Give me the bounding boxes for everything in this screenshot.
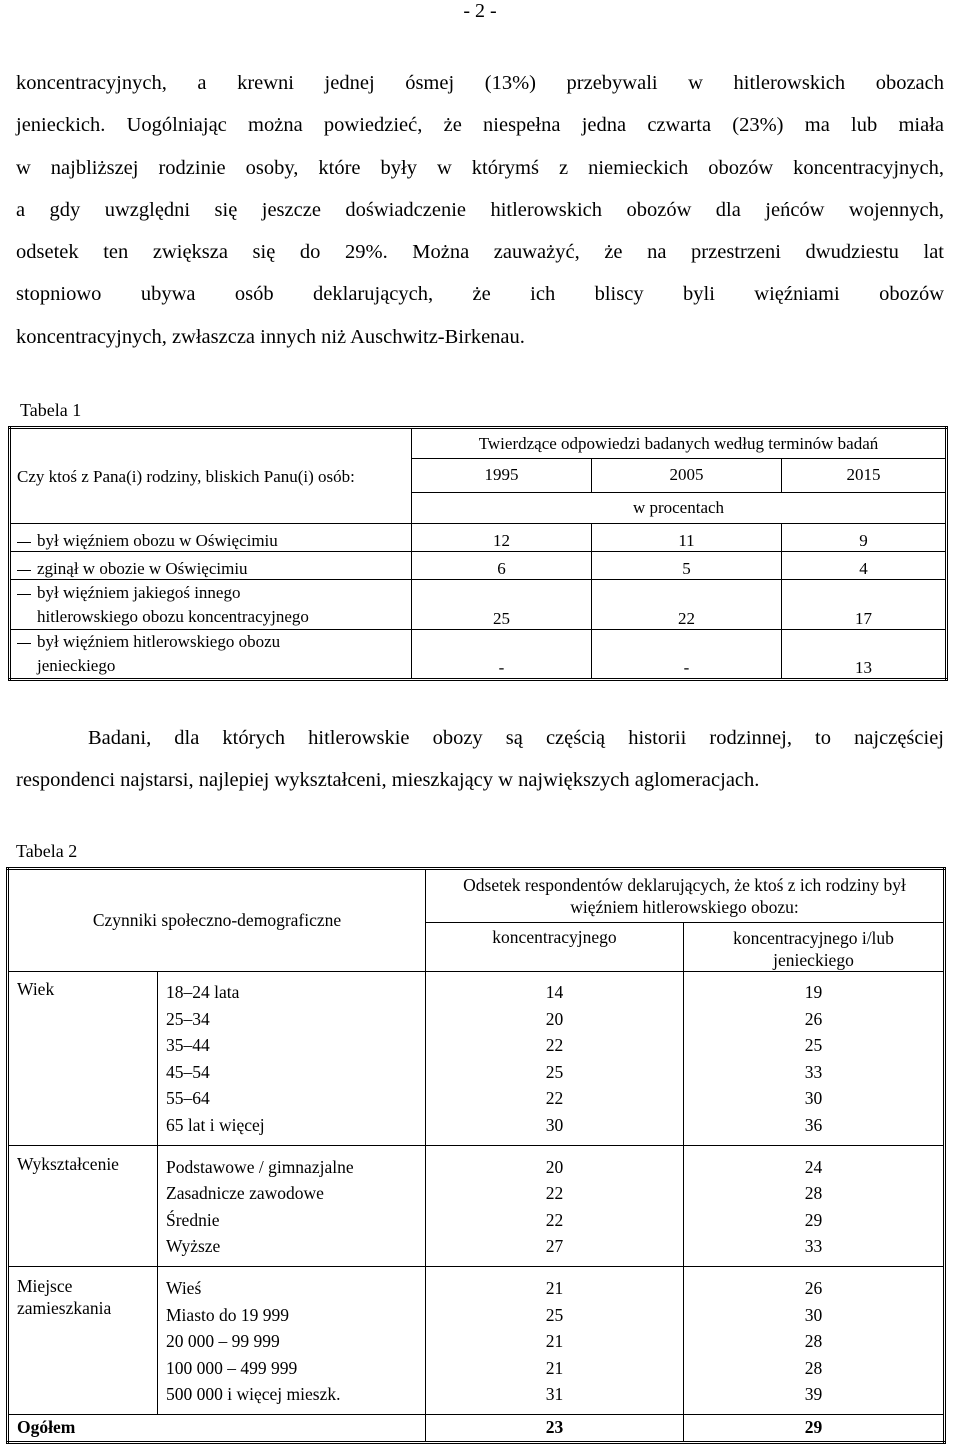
cell: 6 <box>412 552 592 580</box>
text-line: koncentracyjnych, zwłaszcza innych niż Auschwitz-Birkenau. <box>16 325 525 348</box>
cell: 22 <box>592 580 782 630</box>
col-header-concentration: koncentracyjnego <box>426 923 684 972</box>
cell: - <box>412 630 592 680</box>
cell: 17 <box>782 580 947 630</box>
table-row <box>8 1266 945 1414</box>
table1-caption: Tabela 1 <box>20 400 82 420</box>
summary-paragraph <box>16 717 944 801</box>
table1-question: Czy ktoś z Pana(i) rodziny, bliskich Panu(i) osób: <box>10 428 412 524</box>
group-label: Wiek <box>8 972 158 1146</box>
cell: 9 <box>782 524 947 552</box>
table-row <box>8 1145 945 1266</box>
row-label: zginął w obozie w Oświęcimiu <box>10 552 412 580</box>
year-header: 1995 <box>412 459 592 492</box>
table1 <box>8 426 948 681</box>
text-line: respondenci najstarsi, najlepiej wykształceni, mieszkający w największych aglomeracjach. <box>16 769 760 791</box>
table-row <box>10 524 947 552</box>
col-header-any: koncentracyjnego i/lub jenieckiego <box>684 923 945 972</box>
row-label: był więźniem hitlerowskiego obozu jenieckiego <box>10 630 412 680</box>
total-row <box>8 1414 945 1442</box>
cell: 4 <box>782 552 947 580</box>
group-label: Miejsce zamieszkania <box>8 1266 158 1414</box>
row-label: był więźniem jakiegoś innego hitlerowskiego obozu koncentracyjnego <box>10 580 412 630</box>
dash-marker <box>17 594 31 595</box>
total-value: 29 <box>684 1414 945 1442</box>
group-label: Wykształcenie <box>8 1145 158 1266</box>
category-list: 18–24 lata 25–34 35–44 45–54 55–64 65 lat i więcej <box>158 972 426 1146</box>
cell: 12 <box>412 524 592 552</box>
table-row <box>10 580 947 630</box>
cell: 25 <box>412 580 592 630</box>
year-header: 2015 <box>782 459 947 492</box>
text-line: koncentracyjnych, a krewni jednej ósmej (13%) przebywali w hitlerowskich obozach <box>16 72 944 94</box>
values-col2: 19 26 25 33 30 36 <box>684 972 945 1146</box>
dash-marker <box>17 643 31 644</box>
total-label: Ogółem <box>8 1414 426 1442</box>
cell: 13 <box>782 630 947 680</box>
page-number: - 2 - <box>463 0 497 22</box>
total-value: 23 <box>426 1414 684 1442</box>
values-col2: 24 28 29 33 <box>684 1145 945 1266</box>
row-label: był więźniem obozu w Oświęcimiu <box>10 524 412 552</box>
year-header: 2005 <box>592 459 782 492</box>
text-line: Badani, dla których hitlerowskie obozy są częścią historii rodzinnej, to najczęściej <box>88 727 944 749</box>
table-row <box>8 972 945 1146</box>
table1-header: Twierdzące odpowiedzi badanych według terminów badań <box>412 428 947 459</box>
table2-caption: Tabela 2 <box>16 841 78 861</box>
text-line: odsetek ten zwiększa się do 29%. Można zauważyć, że na przestrzeni dwudziestu lat <box>16 241 944 264</box>
text-line: w najbliższej rodzinie osoby, które były w którymś z niemieckich obozów koncentracyjnych, <box>16 156 944 179</box>
table2 <box>6 867 946 1444</box>
table-row <box>10 630 947 680</box>
values-col1: 21 25 21 21 31 <box>426 1266 684 1414</box>
cell: 5 <box>592 552 782 580</box>
text-line: a gdy uwzględni się jeszcze doświadczenie hitlerowskich obozów dla jeńców wojennych, <box>16 198 944 221</box>
text-line: stopniowo ubywa osób deklarujących, że ich bliscy byli więźniami obozów <box>16 283 944 306</box>
values-col1: 14 20 22 25 22 30 <box>426 972 684 1146</box>
table2-header: Odsetek respondentów deklarujących, że ktoś z ich rodziny był więźniem hitlerowskiego obozu: <box>426 869 945 923</box>
cell: 11 <box>592 524 782 552</box>
intro-paragraph <box>16 62 944 358</box>
cell: - <box>592 630 782 680</box>
values-col1: 20 22 22 27 <box>426 1145 684 1266</box>
category-list: Wieś Miasto do 19 999 20 000 – 99 999 100 000 – 499 999 500 000 i więcej mieszk. <box>158 1266 426 1414</box>
table-row <box>10 552 947 580</box>
dash-marker <box>17 570 31 571</box>
text-line: jenieckich. Uogólniając można powiedzieć, że niespełna jedna czwarta (23%) ma lub miała <box>16 114 944 137</box>
factors-header: Czynniki społeczno-demograficzne <box>8 869 426 972</box>
dash-marker <box>17 542 31 543</box>
values-col2: 26 30 28 28 39 <box>684 1266 945 1414</box>
category-list: Podstawowe / gimnazjalne Zasadnicze zawodowe Średnie Wyższe <box>158 1145 426 1266</box>
unit-label: w procentach <box>412 492 947 523</box>
